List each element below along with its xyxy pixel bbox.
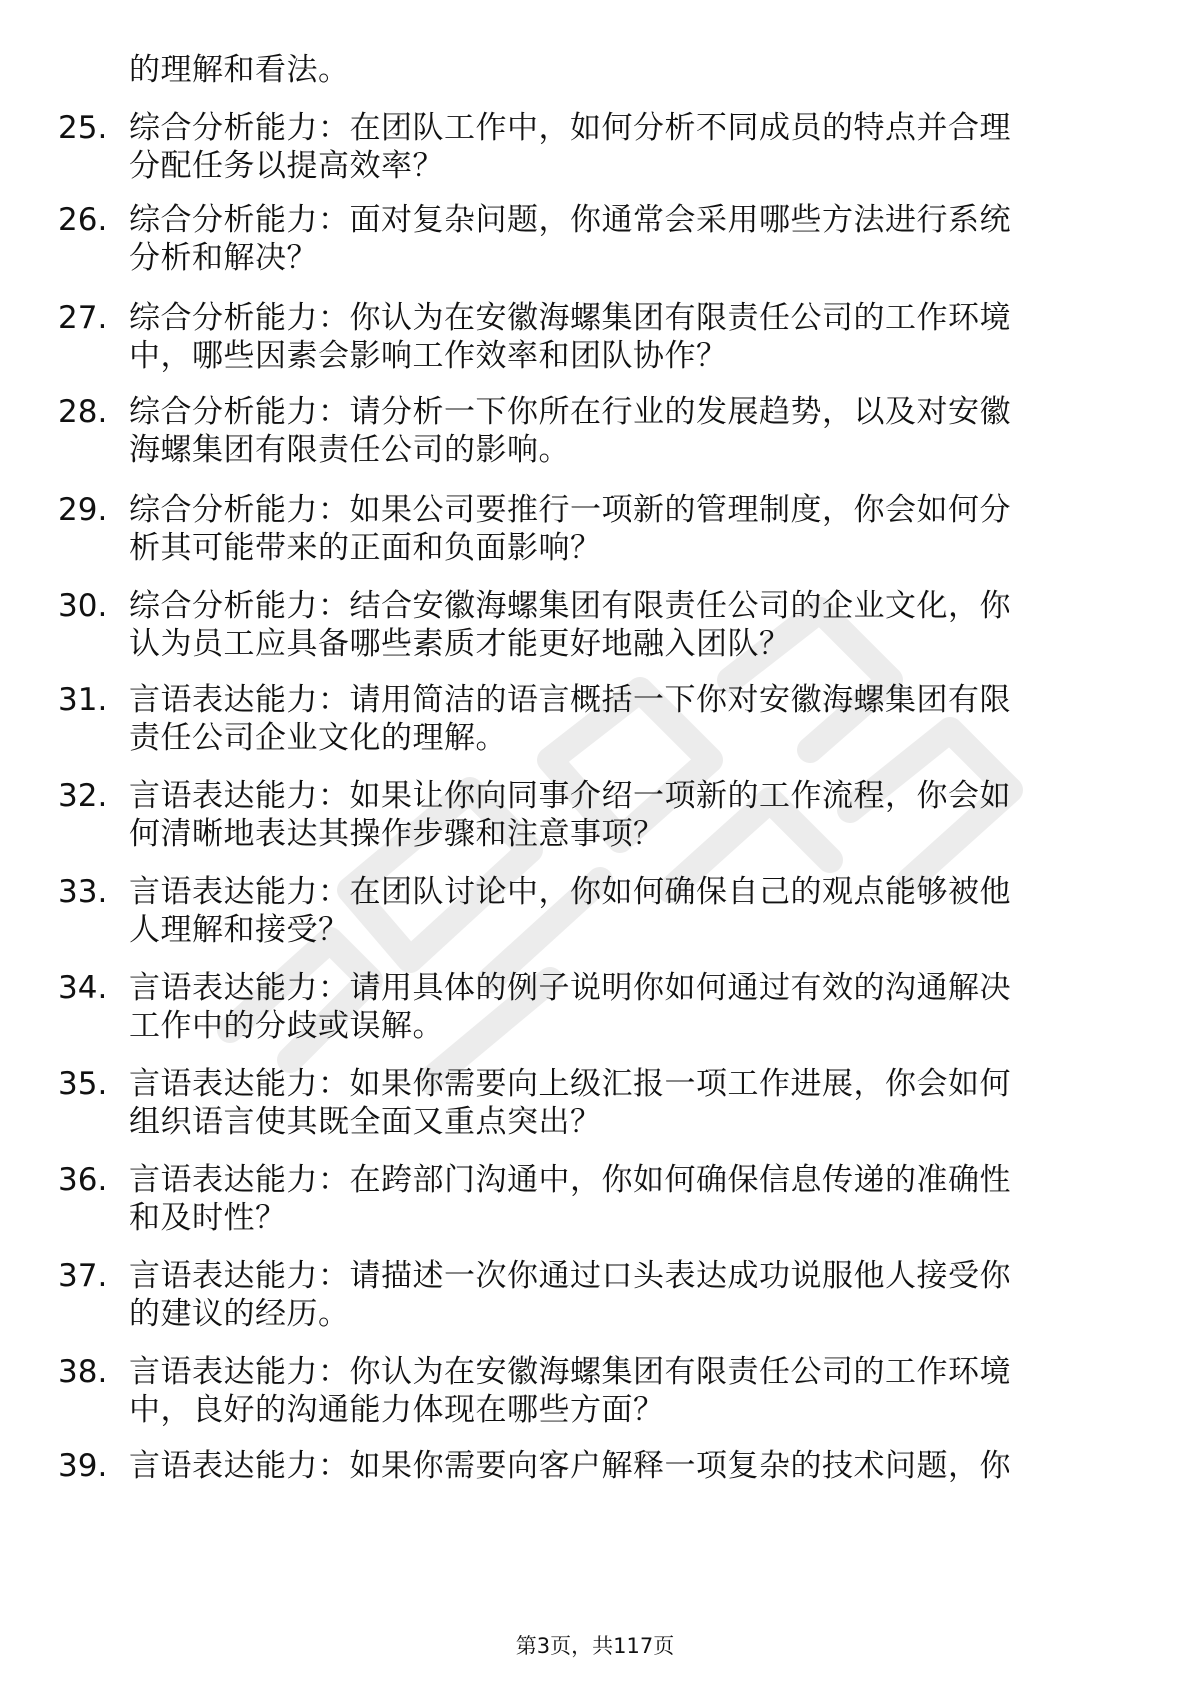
item-number: 29. [58, 492, 108, 528]
item-text-line-2: 的建议的经历。 [129, 1296, 350, 1332]
item-number: 39. [58, 1448, 108, 1484]
item-text-line-2: 人理解和接受？ [129, 912, 350, 948]
item-text-line-1: 综合分析能力：请分析一下你所在行业的发展趋势，以及对安徽 [129, 394, 1011, 430]
item-number: 25. [58, 110, 108, 146]
item-text-line-1: 综合分析能力：如果公司要推行一项新的管理制度，你会如何分 [129, 492, 1011, 528]
item-text-line-1: 言语表达能力：在跨部门沟通中，你如何确保信息传递的准确性 [129, 1162, 1011, 1198]
item-text-line-1: 综合分析能力：面对复杂问题，你通常会采用哪些方法进行系统 [129, 202, 1011, 238]
item-text-line-2: 工作中的分歧或误解。 [129, 1008, 444, 1044]
item-text-line-1: 综合分析能力：在团队工作中，如何分析不同成员的特点并合理 [129, 110, 1011, 146]
item-text-line-1: 言语表达能力：如果让你向同事介绍一项新的工作流程，你会如 [129, 778, 1011, 814]
item-number: 33. [58, 874, 108, 910]
item-number: 30. [58, 588, 108, 624]
item-text-line-1: 言语表达能力：如果你需要向上级汇报一项工作进展，你会如何 [129, 1066, 1011, 1102]
item-text-line-1: 言语表达能力：如果你需要向客户解释一项复杂的技术问题，你 [129, 1448, 1011, 1484]
item-text-line-2: 何清晰地表达其操作步骤和注意事项？ [129, 816, 665, 852]
item-text-line-2: 中，良好的沟通能力体现在哪些方面？ [129, 1392, 665, 1428]
item-number: 31. [58, 682, 108, 718]
item-number: 38. [58, 1354, 108, 1390]
item-text-line-1: 言语表达能力：请用具体的例子说明你如何通过有效的沟通解决 [129, 970, 1011, 1006]
item-text-line-2: 分析和解决？ [129, 240, 318, 276]
item-number: 26. [58, 202, 108, 238]
item-number: 34. [58, 970, 108, 1006]
item-text-line-2: 认为员工应具备哪些素质才能更好地融入团队？ [129, 626, 791, 662]
item-text-line-1: 言语表达能力：在团队讨论中，你如何确保自己的观点能够被他 [129, 874, 1011, 910]
item-number: 37. [58, 1258, 108, 1294]
item-text-line-2: 组织语言使其既全面又重点突出？ [129, 1104, 602, 1140]
item-number: 35. [58, 1066, 108, 1102]
item-text-line-2: 中，哪些因素会影响工作效率和团队协作？ [129, 338, 728, 374]
item-text-line-2: 责任公司企业文化的理解。 [129, 720, 507, 756]
item-text-line-2: 分配任务以提高效率？ [129, 148, 444, 184]
item-number: 28. [58, 394, 108, 430]
item-text-line-2: 析其可能带来的正面和负面影响？ [129, 530, 602, 566]
item-text-line-2: 和及时性？ [129, 1200, 287, 1236]
item-number: 27. [58, 300, 108, 336]
item-text-line-1: 言语表达能力：你认为在安徽海螺集团有限责任公司的工作环境 [129, 1354, 1011, 1390]
item-number: 32. [58, 778, 108, 814]
item-text-line-1: 综合分析能力：结合安徽海螺集团有限责任公司的企业文化，你 [129, 588, 1011, 624]
item-text-line-1: 言语表达能力：请用简洁的语言概括一下你对安徽海螺集团有限 [129, 682, 1011, 718]
page-footer: 第3页，共117页 [515, 1634, 675, 1658]
item-number: 36. [58, 1162, 108, 1198]
item-text-line-2: 海螺集团有限责任公司的影响。 [129, 432, 570, 468]
continuation-text: 的理解和看法。 [129, 52, 350, 88]
item-text-line-1: 言语表达能力：请描述一次你通过口头表达成功说服他人接受你 [129, 1258, 1011, 1294]
item-text-line-1: 综合分析能力：你认为在安徽海螺集团有限责任公司的工作环境 [129, 300, 1011, 336]
